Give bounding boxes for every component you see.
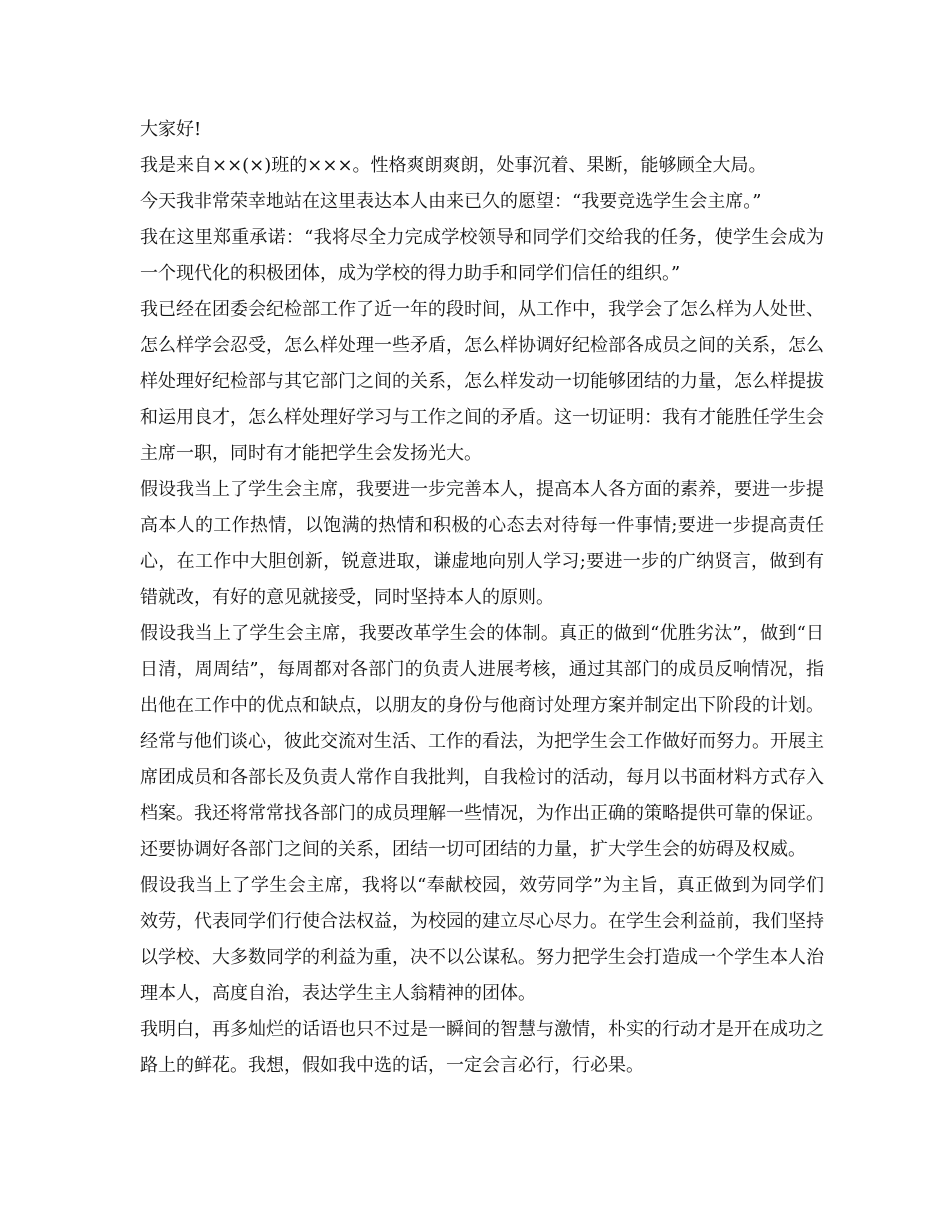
- experience-paragraph: 我已经在团委会纪检部工作了近一年的段时间，从工作中，我学会了怎么样为人处世、怎么样学会忍受，怎么样处理一些矛盾，怎么样协调好纪检部各成员之间的关系，怎么样处理好纪检部与其它部门之间的关系，怎么样发动一切能够团结的力量，怎么样提拔和运用良才，怎么样处理好学习与工作之间的矛盾。这一切证明：我有才能胜任学生会主席一职，同时有才能把学生会发扬光大。: [140, 299, 824, 464]
- self-introduction-paragraph: 我是来自××(×)班的×××。性格爽朗爽朗，处事沉着、果断，能够顾全大局。: [140, 155, 767, 176]
- self-improvement-paragraph: 假设我当上了学生会主席，我要进一步完善本人，提高本人各方面的素养，要进一步提高本人的工作热情，以饱满的热情和积极的心态去对待每一件事情;要进一步提高责任心，在工作中大胆创新，锐意进取，谦虚地向别人学习;要进一步的广纳贤言，做到有错就改，有好的意见就接受，同时坚持本人的原则。: [140, 479, 824, 608]
- wish-paragraph: 今天我非常荣幸地站在这里表达本人由来已久的愿望：“我要竞选学生会主席。”: [140, 191, 762, 212]
- speech-body: [140, 112, 824, 1084]
- closing-paragraph: 我明白，再多灿烂的话语也只不过是一瞬间的智慧与激情，朴实的行动才是开在成功之路上的鲜花。我想，假如我中选的话，一定会言必行，行必果。: [140, 1019, 824, 1076]
- promise-paragraph: 我在这里郑重承诺：“我将尽全力完成学校领导和同学们交给我的任务，使学生会成为一个现代化的积极团体，成为学校的得力助手和同学们信任的组织。”: [140, 227, 824, 284]
- greeting-paragraph: 大家好!: [140, 119, 202, 140]
- reform-paragraph: 假设我当上了学生会主席，我要改革学生会的体制。真正的做到“优胜劣汰”，做到“日日清，周周结”，每周都对各部门的负责人进展考核，通过其部门的成员反响情况，指出他在工作中的优点和缺点，以朋友的身份与他商讨处理方案并制定出下阶段的计划。经常与他们谈心，彼此交流对生活、工作的看法，为把学生会工作做好而努力。开展主席团成员和各部长及负责人常作自我批判，自我检讨的活动，每月以书面材料方式存入档案。我还将常常找各部门的成员理解一些情况，为作出正确的策略提供可靠的保证。还要协调好各部门之间的关系，团结一切可团结的力量，扩大学生会的妨碍及权威。: [140, 623, 824, 860]
- service-paragraph: 假设我当上了学生会主席，我将以“奉献校园，效劳同学”为主旨，真正做到为同学们效劳，代表同学们行使合法权益，为校园的建立尽心尽力。在学生会利益前，我们坚持以学校、大多数同学的利益为重，决不以公谋私。努力把学生会打造成一个学生本人治理本人，高度自治，表达学生主人翁精神的团体。: [140, 875, 824, 1004]
